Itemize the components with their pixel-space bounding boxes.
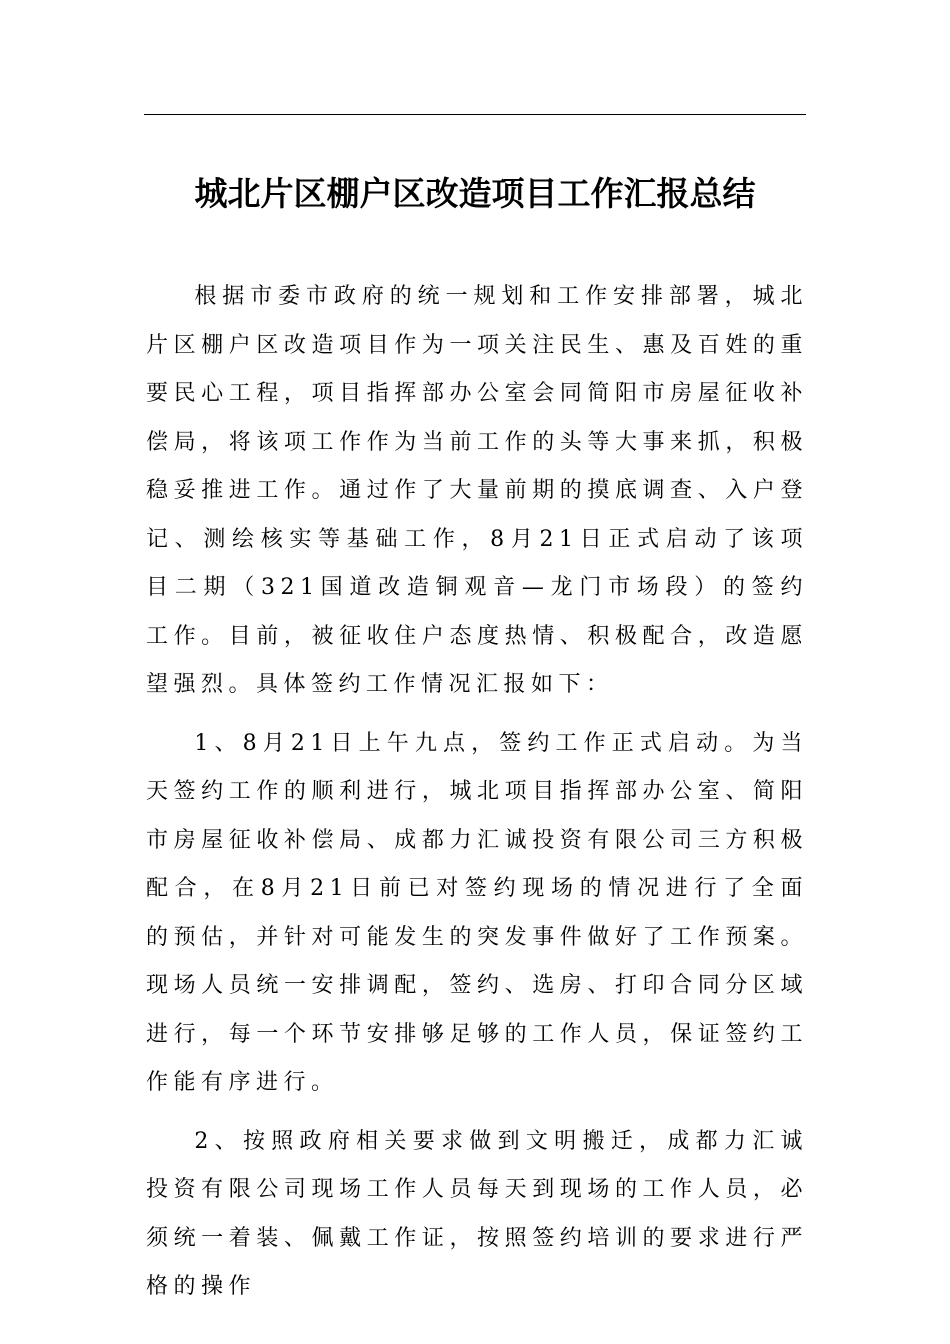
paragraph-item-2: 2、按照政府相关要求做到文明搬迁，成都力汇诚投资有限公司现场工作人员每天到现场的工作人员，必须统一着装、佩戴工作证，按照签约培训的要求进行严格的操作 xyxy=(146,1128,808,1299)
document-body xyxy=(146,273,808,1322)
paragraph-item-1: 1、8月21日上午九点，签约工作正式启动。为当天签约工作的顺利进行，城北项目指挥部办公室、简阳市房屋征收补偿局、成都力汇诚投资有限公司三方积极配合，在8月21日前已对签约现场的情况进行了全面的预估，并针对可能发生的突发事件做好了工作预案。现场人员统一安排调配，签约、选房、打印合同分区域进行，每一个环节安排够足够的工作人员，保证签约工作能有序进行。 xyxy=(146,730,808,1095)
paragraph-intro: 根据市委市政府的统一规划和工作安排部署，城北片区棚户区改造项目作为一项关注民生、惠及百姓的重要民心工程，项目指挥部办公室会同简阳市房屋征收补偿局，将该项工作作为当前工作的头等大事来抓，积极稳妥推进工作。通过作了大量前期的摸底调查、入户登记、测绘核实等基础工作，8月21日正式启动了该项目二期（321国道改造铜观音—龙门市场段）的签约工作。目前，被征收住户态度热情、积极配合，改造愿望强烈。具体签约工作情况汇报如下： xyxy=(146,284,808,697)
header-rule xyxy=(144,114,806,115)
document-title: 城北片区棚户区改造项目工作汇报总结 xyxy=(194,174,756,213)
